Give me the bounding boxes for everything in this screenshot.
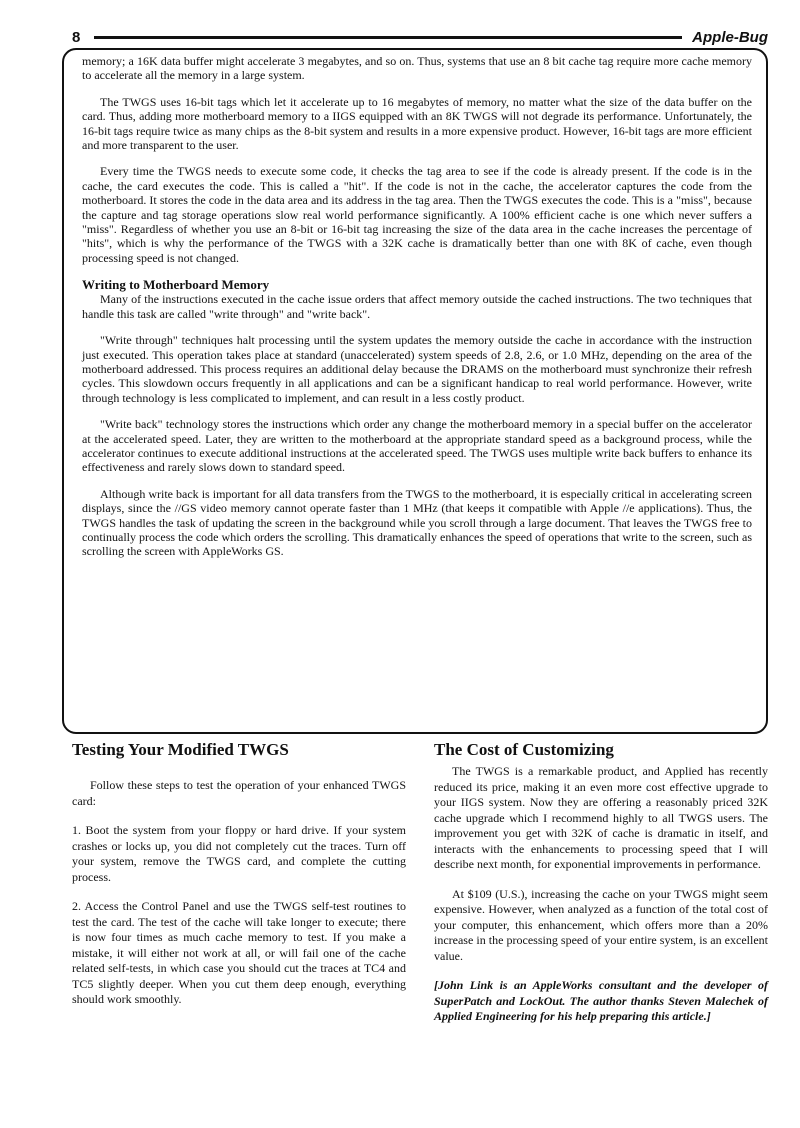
header-rule (94, 36, 682, 39)
box-paragraph-1: memory; a 16K data buffer might accelerate 3 megabytes, and so on. Thus, systems that use an 8 bit cache tag require more cache memory to accelerate all the memory in a large system. (82, 54, 752, 83)
boxed-article-continuation (62, 48, 768, 734)
right-column (434, 740, 768, 1120)
testing-step-1: 1. Boot the system from your floppy or hard drive. If your system crashes or locks up, you did not completely cut the traces. Turn off your system, remove the TWGS card, and complete the cutting process. (72, 823, 406, 884)
box-paragraph-6: "Write back" technology stores the instructions which order any change the motherboard memory in a special buffer on the accelerator at the accelerated speed. Later, they are written to the motherboard at the appropriate standard speed as a background process, while the accelerator continues to execute additional instructions at the accelerated speed. The TWGS uses multiple write back buffers to enhance its effectiveness and rarely slows down to standard speed. (82, 417, 752, 475)
testing-intro: Follow these steps to test the operation of your enhanced TWGS card: (72, 778, 406, 808)
cost-paragraph-2: At $109 (U.S.), increasing the cache on your TWGS might seem expensive. However, when analyzed as a function of the total cost of your computer, this enhancement, which offers more than a 20% increase in the processing speed of your entire system, is an excellent value. (434, 886, 768, 963)
page-header (72, 26, 768, 48)
box-paragraph-7: Although write back is important for all data transfers from the TWGS to the motherboard, it is especially critical in accelerating screen displays, since the //GS video memory cannot operate faster than 1 MHz (that keeps it compatible with Apple //e applications). Thus, the TWGS handles the task of updating the screen in the background while you scroll through a large document. That leaves the TWGS free to continually process the code which orders the scrolling. This dramatically enhances the speed of operations that write to the screen, such as scrolling the screen with AppleWorks GS. (82, 486, 752, 559)
page-number: 8 (72, 28, 81, 46)
testing-step-2: 2. Access the Control Panel and use the TWGS self-test routines to test the card. The test of the cache will take longer to execute; there is now four times as much cache memory to test. If you make a mistake, it will either not work at all, or will fail one of the cache related self-tests, in which case you should cut the traces at TC4 and TC5 slightly deeper. When you cut them deep enough, everything should work smoothly. (72, 899, 406, 1006)
box-paragraph-4: Many of the instructions executed in the cache issue orders that affect memory outside the cached instructions. The two techniques that handle this task are called "write through" and "write back". (82, 292, 752, 321)
author-bio: [John Link is an AppleWorks consultant and the developer of SuperPatch and LockOut. The author thanks Steven Malechek of Applied Engineering for his help preparing this article.] (434, 978, 768, 1023)
cost-paragraph-1: The TWGS is a remarkable product, and Applied has recently reduced its price, making it an even more cost effective upgrade to your IIGS system. Now they are offering a reasonably priced 32K cache upgrade which I recommend highly to all TWGS users. The improvement you get with 32K of cache is dramatic in itself, and interacts with the enhancements to processing speed that I will describe next month, for exponential improvements in performance. (434, 764, 768, 871)
left-column (72, 740, 406, 1120)
two-column-section (72, 740, 768, 1120)
box-paragraph-2: The TWGS uses 16-bit tags which let it accelerate up to 16 megabytes of memory, no matter what the size of the data buffer on the card. Thus, adding more motherboard memory to a IIGS equipped with an 8K TWGS will not degrade its performance. Unfortunately, the 16-bit tags require twice as many chips as the 8-bit system and results in a more expensive product. However, 16-bit tags are more efficient and more transparent to the user. (82, 94, 752, 153)
heading-cost: The Cost of Customizing (434, 740, 614, 759)
heading-testing: Testing Your Modified TWGS (72, 740, 289, 759)
box-paragraph-5: "Write through" techniques halt processing until the system updates the memory outside the cache in accordance with the instruction just executed. This operation takes place at standard (unaccelerated) system speeds of 2.8, 2.6, or 1.0 MHz, depending on the area of the motherboard addressed. This process requires an additional delay because the DRAMS on the motherboard must synchronize their refresh cycles. This slowdown occurs frequently in all applications and can be a significant handicap to real world performance. However, write through technology is less complicated to implement, and can result in a less costly product. (82, 333, 752, 405)
section-heading-writing: Writing to Motherboard Memory (82, 277, 270, 293)
box-paragraph-3: Every time the TWGS needs to execute some code, it checks the tag area to see if the code is already present. If the code is in the cache, the card executes the code. This is called a "hit". If the code is not in the cache, the accelerator captures the code from the motherboard. It stores the code in the data area and its address in the tag area. Then the TWGS executes the code. This is a "miss", because the capture and tag storage operations slow real world performance significantly. A 100% efficient cache is one which never suffers a "miss". Regardless of whether you use an 8-bit or 16-bit tag increasing the size of the data area in the cache increases the percentage of "hits", which is why the performance of the TWGS with a 32K cache is dramatically better than one with 8K of cache, even though processing speed is not changed. (82, 164, 752, 265)
publication-title: Apple-Bug (692, 28, 768, 46)
